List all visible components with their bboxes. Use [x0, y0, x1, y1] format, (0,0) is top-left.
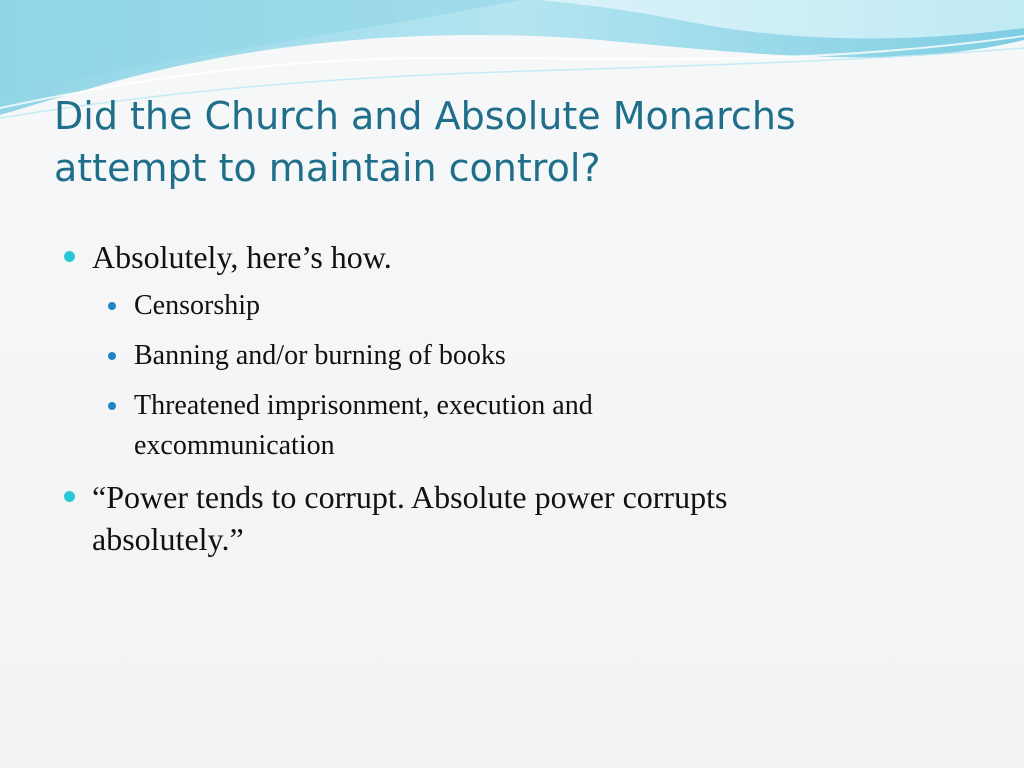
- sub-bullet-item: [64, 386, 964, 466]
- bullet-text: [92, 476, 964, 560]
- title-line-1: Did the Church and Absolute Monarchs: [54, 94, 796, 138]
- bullet-dot-icon: [64, 491, 75, 502]
- bullet-item: [64, 476, 964, 560]
- sub-bullet-dot-icon: [108, 352, 116, 360]
- bullet-list: [64, 236, 964, 568]
- sub-bullet-dot-icon: [108, 302, 116, 310]
- slide-title: [54, 90, 954, 194]
- bullet-text-line: Absolutely, here’s how.: [92, 239, 392, 275]
- sub-bullet-text-line: Banning and/or burning of books: [134, 340, 506, 371]
- sub-bullet-list: [64, 286, 964, 466]
- bullet-text-line: “Power tends to corrupt. Absolute power corrupts: [92, 479, 728, 515]
- sub-bullet-text: [134, 336, 964, 376]
- sub-bullet-text-line: Censorship: [134, 290, 260, 321]
- title-line-2: attempt to maintain control?: [54, 146, 601, 190]
- sub-bullet-dot-icon: [108, 402, 116, 410]
- sub-bullet-text-line: Threatened imprisonment, execution and: [134, 390, 593, 421]
- bullet-dot-icon: [64, 251, 75, 262]
- bullet-text-line: absolutely.”: [92, 521, 244, 557]
- sub-bullet-text: [134, 386, 964, 466]
- sub-bullet-item: [64, 286, 964, 326]
- bullet-text: [92, 236, 964, 278]
- bullet-item: [64, 236, 964, 278]
- sub-bullet-item: [64, 336, 964, 376]
- sub-bullet-text-line: excommunication: [134, 430, 335, 461]
- sub-bullet-text: [134, 286, 964, 326]
